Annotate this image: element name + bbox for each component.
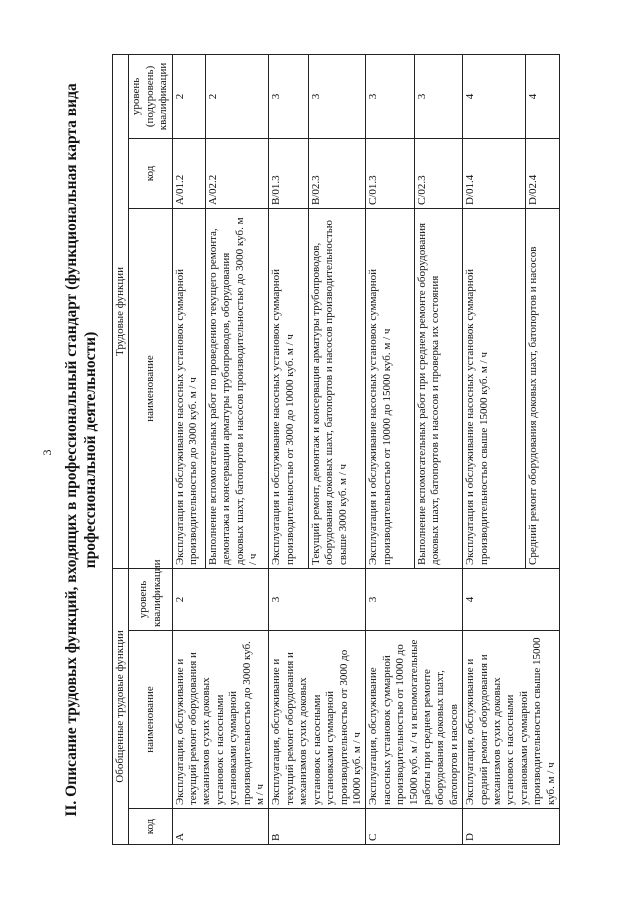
- functions-table: [112, 54, 560, 845]
- function-code: D/01.4: [463, 138, 525, 208]
- func-code-header: код: [129, 138, 172, 208]
- title-line-2: профессиональной деятельности): [82, 331, 99, 569]
- function-name: Выполнение вспомогательных работ при среднем ремонте оборудования доковых шахт, батопортов и насосов и проверка их состояния: [414, 208, 462, 568]
- gen-level-header: уровень квалификации: [129, 568, 172, 630]
- table-row: [463, 54, 525, 844]
- table-row: [269, 54, 309, 844]
- section-title: [62, 55, 100, 845]
- function-code: B/02.3: [309, 138, 366, 208]
- group-code: A: [172, 809, 269, 845]
- function-level: 3: [414, 54, 462, 138]
- function-name: Эксплуатация и обслуживание насосных установок суммарной производительностью свыше 15000 куб. м / ч: [463, 208, 525, 568]
- group-level: 4: [463, 568, 560, 630]
- function-name: Средний ремонт оборудования доковых шахт, батопортов и насосов: [525, 208, 559, 568]
- group-name: Эксплуатация, обслуживание и текущий ремонт оборудования и механизмов сухих доковых установок с насосными установками суммарной производительностью до 3000 куб. м / ч: [172, 631, 269, 809]
- function-name: Эксплуатация и обслуживание насосных установок суммарной производительностью от 3000 до 10000 куб. м / ч: [269, 208, 309, 568]
- group-level: 3: [269, 568, 366, 630]
- function-name: Эксплуатация и обслуживание насосных установок суммарной производительностью от 10000 до 15000 куб. м / ч: [366, 208, 414, 568]
- func-level-header: уровень (подуровень) квалификации: [129, 54, 172, 138]
- gen-code-header: код: [129, 809, 172, 845]
- gen-name-header: наименование: [129, 631, 172, 809]
- function-code: C/02.3: [414, 138, 462, 208]
- function-level: 3: [309, 54, 366, 138]
- group-level: 2: [172, 568, 269, 630]
- function-code: B/01.3: [269, 138, 309, 208]
- labor-functions-header: Трудовые функции: [113, 54, 129, 568]
- group-code: D: [463, 809, 560, 845]
- group-name: Эксплуатация, обслуживание и текущий ремонт оборудования и механизмов сухих доковых установок с насосными установками суммарной производительностью от 3000 до 10000 куб. м / ч: [269, 631, 366, 809]
- func-name-header: наименование: [129, 208, 172, 568]
- function-level: 3: [269, 54, 309, 138]
- table-row: [366, 54, 414, 844]
- group-name: Эксплуатация, обслуживание и средний ремонт оборудования и механизмов сухих доковых установок с насосными установками суммарной производительностью свыше 15000 куб. м / ч: [463, 631, 560, 809]
- function-level: 4: [463, 54, 525, 138]
- function-name: Эксплуатация и обслуживание насосных установок суммарной производительностью до 3000 куб. м / ч: [172, 208, 205, 568]
- function-code: D/02.4: [525, 138, 559, 208]
- group-code: B: [269, 809, 366, 845]
- function-level: 2: [206, 54, 269, 138]
- function-level: 2: [172, 54, 205, 138]
- generalized-functions-header: Обобщенные трудовые функции: [113, 568, 129, 844]
- function-name: Выполнение вспомогательных работ по проведению текущего ремонта, демонтажа и консервации арматуры трубопроводов, оборудования доковых шахт, батопортов и насосов производительностью до 3000 куб. м / ч: [206, 208, 269, 568]
- function-name: Текущий ремонт, демонтаж и консервация арматуры трубопроводов, оборудования доковых шахт, батопортов и насосов производительностью свыше 3000 куб. м / ч: [309, 208, 366, 568]
- function-code: C/01.3: [366, 138, 414, 208]
- group-name: Эксплуатация, обслуживание насосных установок суммарной производительностью от 10000 до 15000 куб. м / ч и вспомогательные работы при среднем ремонте оборудования доковых шахт, батопортов и насосов: [366, 631, 463, 809]
- table-row: [172, 54, 205, 844]
- group-level: 3: [366, 568, 463, 630]
- function-code: A/01.2: [172, 138, 205, 208]
- group-code: C: [366, 809, 463, 845]
- function-code: A/02.2: [206, 138, 269, 208]
- title-line-1: II. Описание трудовых функций, входящих в профессиональный стандарт (функциональная карта вида: [63, 83, 80, 817]
- page-number: 3: [40, 449, 54, 456]
- function-level: 4: [525, 54, 559, 138]
- function-level: 3: [366, 54, 414, 138]
